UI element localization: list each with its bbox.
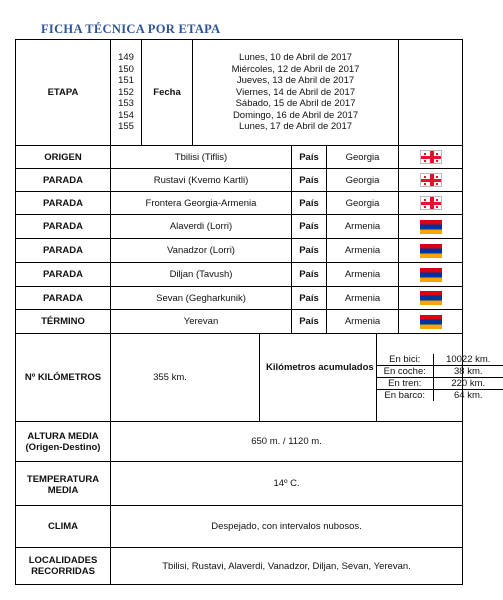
stop-row	[16, 239, 463, 263]
stop-row	[16, 215, 463, 239]
pais-label: País	[292, 263, 327, 287]
km-mode-row	[377, 366, 503, 378]
pais-label: País	[292, 192, 327, 215]
clima-row	[16, 506, 463, 548]
pais-label: País	[292, 215, 327, 239]
altura-value: 650 m. / 1120 m.	[111, 422, 463, 462]
stop-flag-cell	[399, 146, 463, 169]
etapa-number: 155	[118, 121, 134, 133]
georgia-flag-icon	[420, 150, 442, 164]
stop-flag-cell	[399, 263, 463, 287]
localidades-label: LOCALIDADES RECORRIDAS	[16, 548, 111, 585]
stop-type: PARADA	[16, 239, 111, 263]
stop-row	[16, 263, 463, 287]
km-value: 220 km.	[433, 378, 503, 390]
stop-place: Sevan (Gegharkunik)	[111, 287, 292, 310]
km-mode: En tren:	[377, 378, 433, 390]
etapa-number: 152	[118, 86, 134, 98]
km-mode-row	[377, 354, 503, 366]
armenia-flag-icon	[420, 244, 442, 258]
stop-place: Frontera Georgia-Armenia	[111, 192, 292, 215]
etapa-blank	[399, 40, 463, 146]
stop-flag-cell	[399, 287, 463, 310]
etapa-date: Sábado, 15 de Abril de 2017	[235, 98, 356, 110]
stop-flag-cell	[399, 192, 463, 215]
stop-row	[16, 192, 463, 215]
kilometros-label: Nº KILÓMETROS	[16, 334, 111, 422]
etapa-row	[16, 40, 463, 146]
armenia-flag-icon	[420, 268, 442, 282]
temperatura-row	[16, 462, 463, 506]
pais-label: País	[292, 310, 327, 334]
kilometros-acumulados-label	[260, 334, 377, 422]
stop-type: PARADA	[16, 169, 111, 192]
etapa-date: Viernes, 14 de Abril de 2017	[235, 86, 356, 98]
etapa-label: ETAPA	[16, 40, 111, 146]
stop-country: Georgia	[327, 169, 399, 192]
clima-value: Despejado, con intervalos nubosos.	[111, 506, 463, 548]
km-mode-row	[377, 390, 503, 402]
stop-country: Georgia	[327, 192, 399, 215]
etapa-date: Lunes, 10 de Abril de 2017	[239, 52, 353, 64]
clima-label: CLIMA	[16, 506, 111, 548]
stop-place: Vanadzor (Lorri)	[111, 239, 292, 263]
stop-flag-cell	[399, 215, 463, 239]
pais-label: País	[292, 239, 327, 263]
etapa-number: 153	[118, 98, 134, 110]
stop-country: Armenia	[327, 310, 399, 334]
ficha-tecnica-table	[15, 39, 491, 585]
temperatura-value: 14º C.	[111, 462, 463, 506]
stop-place: Tbilisi (Tiflis)	[111, 146, 292, 169]
kilometros-value: 355 km.	[111, 334, 260, 422]
stop-place: Diljan (Tavush)	[111, 263, 292, 287]
localidades-row	[16, 548, 463, 585]
stop-type: PARADA	[16, 263, 111, 287]
stop-type: PARADA	[16, 287, 111, 310]
armenia-flag-icon	[420, 291, 442, 305]
stop-type: PARADA	[16, 192, 111, 215]
km-value: 64 km.	[433, 390, 503, 402]
etapa-date: Domingo, 16 de Abril de 2017	[232, 109, 359, 121]
stop-country: Armenia	[327, 215, 399, 239]
stop-type: PARADA	[16, 215, 111, 239]
etapa-date: Jueves, 13 de Abril de 2017	[236, 75, 355, 87]
altura-label: ALTURA MEDIA (Origen-Destino)	[16, 422, 111, 462]
stop-country: Armenia	[327, 263, 399, 287]
pais-label: País	[292, 169, 327, 192]
km-value: 38 km.	[433, 366, 503, 378]
etapa-date: Lunes, 17 de Abril de 2017	[239, 121, 353, 133]
etapa-number: 154	[118, 109, 134, 121]
armenia-flag-icon	[420, 220, 442, 234]
etapa-numbers	[111, 40, 142, 146]
kilometros-breakdown	[377, 334, 491, 422]
etapa-date: Miércoles, 12 de Abril de 2017	[231, 63, 360, 75]
stop-country: Armenia	[327, 239, 399, 263]
stop-row	[16, 169, 463, 192]
stop-country: Armenia	[327, 287, 399, 310]
page-title: FICHA TÉCNICA POR ETAPA	[41, 22, 221, 36]
fecha-label: Fecha	[142, 40, 193, 146]
stop-type: ORIGEN	[16, 146, 111, 169]
pais-label: País	[292, 287, 327, 310]
localidades-value: Tbilisi, Rustavi, Alaverdi, Vanadzor, Diljan, Sevan, Yerevan.	[111, 548, 463, 585]
temperatura-label: TEMPERATURA MEDIA	[16, 462, 111, 506]
stop-row	[16, 310, 463, 334]
etapa-number: 149	[118, 52, 134, 64]
etapa-number: 150	[118, 63, 134, 75]
armenia-flag-icon	[420, 315, 442, 329]
stop-place: Alaverdi (Lorri)	[111, 215, 292, 239]
km-value: 10022 km.	[433, 354, 503, 366]
georgia-flag-icon	[420, 196, 442, 210]
etapa-number: 151	[118, 75, 134, 87]
stop-place: Rustavi (Kvemo Kartli)	[111, 169, 292, 192]
kilometros-acumulados-text: Kilómetros acumulados	[266, 362, 374, 373]
georgia-flag-icon	[420, 173, 442, 187]
stop-flag-cell	[399, 169, 463, 192]
km-mode-row	[377, 378, 503, 390]
kilometros-breakdown-table	[377, 354, 503, 401]
kilometros-row	[16, 334, 463, 422]
stop-type: TÉRMINO	[16, 310, 111, 334]
km-mode: En bici:	[377, 354, 433, 366]
stop-flag-cell	[399, 310, 463, 334]
stop-flag-cell	[399, 239, 463, 263]
km-mode: En barco:	[377, 390, 433, 402]
stop-country: Georgia	[327, 146, 399, 169]
pais-label: País	[292, 146, 327, 169]
etapa-dates	[193, 40, 399, 146]
km-mode: En coche:	[377, 366, 433, 378]
stop-row	[16, 146, 463, 169]
stop-row	[16, 287, 463, 310]
altura-row	[16, 422, 463, 462]
stop-place: Yerevan	[111, 310, 292, 334]
